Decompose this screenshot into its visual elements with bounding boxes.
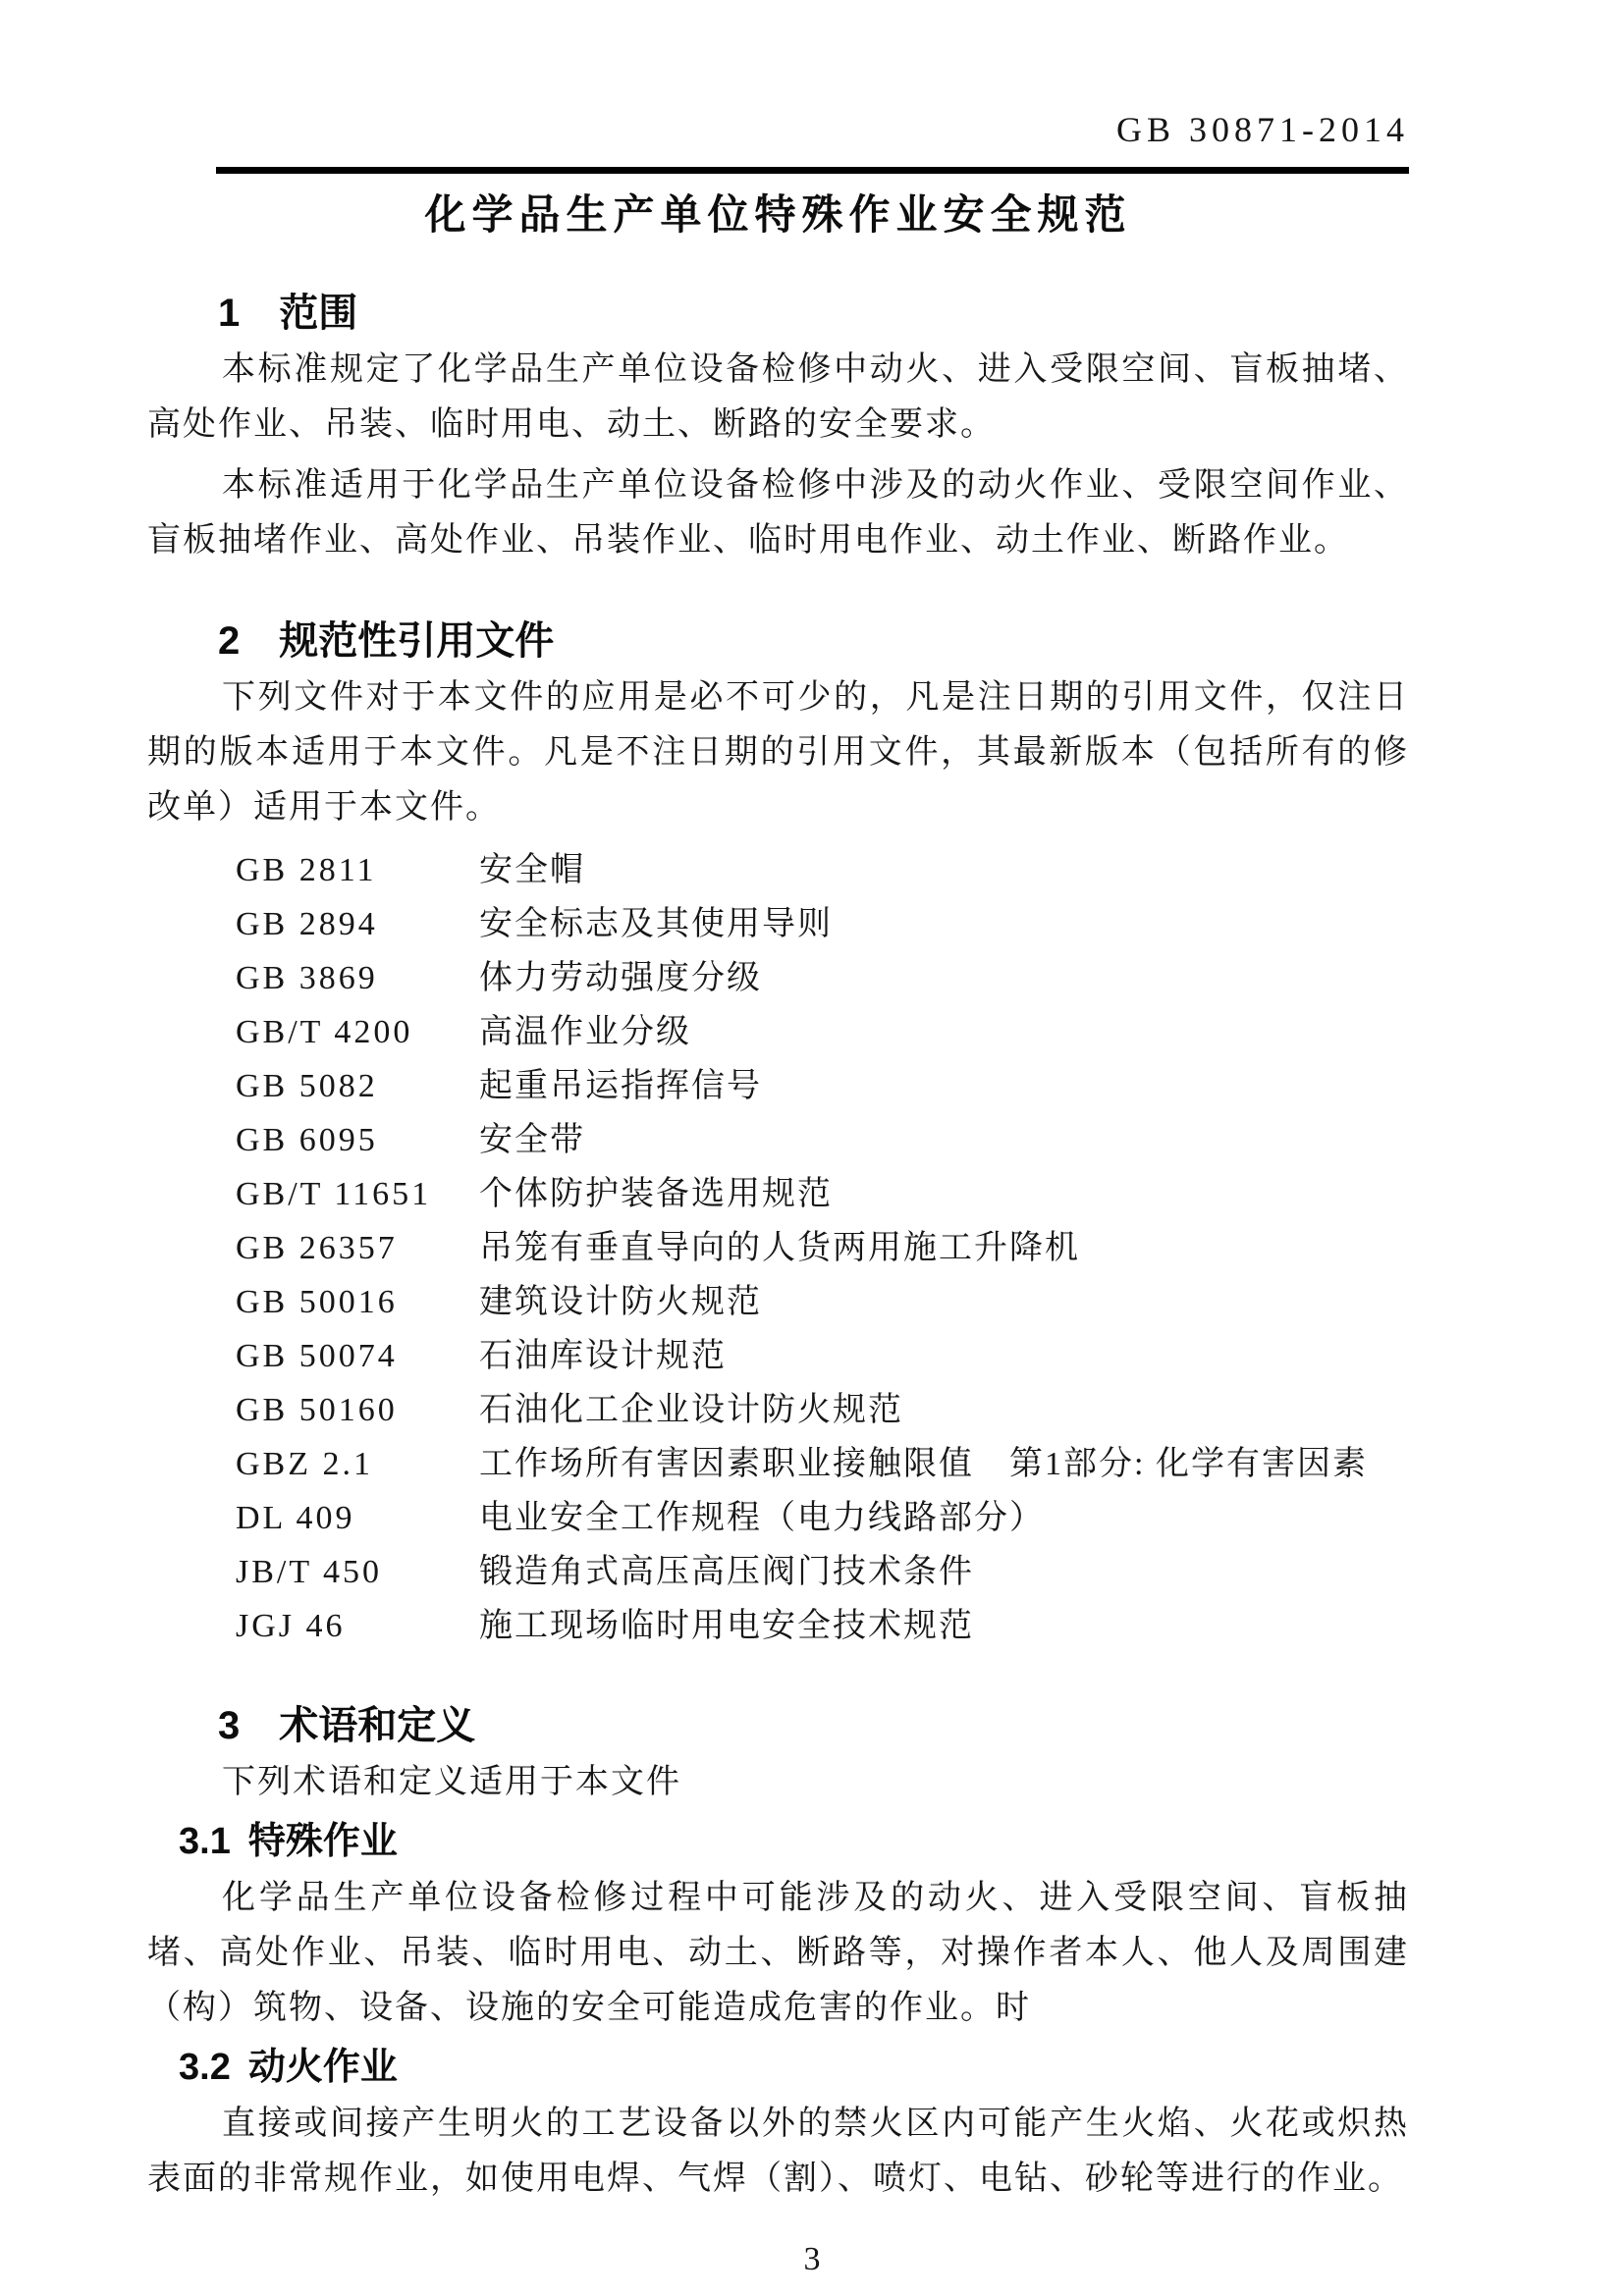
section-1-title: 范围 [279, 292, 358, 335]
reference-code: GB 2894 [236, 906, 378, 942]
section-1-heading [147, 290, 1409, 337]
reference-title: 体力劳动强度分级 [479, 960, 762, 996]
section-3-intro: 下列术语和定义适用于本文件 [222, 1764, 681, 1800]
section-2-intro: 下列文件对于本文件的应用是必不可少的，凡是注日期的引用文件，仅注日期的版本适用于本文件。凡是不注日期的引用文件，其最新版本（包括所有的修改单）适用于本文件。 [147, 679, 1409, 826]
reference-title: 锻造角式高压高压阀门技术条件 [479, 1554, 974, 1590]
section-1-paragraph-2: 本标准适用于化学品生产单位设备检修中涉及的动火作业、受限空间作业、盲板抽堵作业、高处作业、吊装作业、临时用电作业、动土作业、断路作业。 [147, 467, 1409, 559]
reference-code: GB 50074 [236, 1338, 398, 1374]
normative-reference-list [147, 843, 1409, 1653]
reference-item [147, 1275, 1409, 1329]
section-3-1-term: 特殊作业 [247, 1821, 398, 1862]
reference-title: 安全标志及其使用导则 [479, 906, 833, 942]
page-content [147, 0, 1409, 2207]
reference-item [147, 951, 1409, 1005]
reference-code: JB/T 450 [236, 1554, 383, 1590]
reference-title: 工作场所有害因素职业接触限值 第1部分: 化学有害因素 [479, 1446, 1368, 1482]
reference-item [147, 1329, 1409, 1383]
reference-code: GB 26357 [236, 1230, 398, 1266]
reference-code: GB 50160 [236, 1392, 398, 1428]
reference-code: GB 50016 [236, 1284, 398, 1320]
reference-item [147, 1005, 1409, 1059]
section-3-2-number: 3.2 [179, 2047, 231, 2088]
reference-code: GB/T 4200 [236, 1014, 413, 1050]
reference-item [147, 1383, 1409, 1437]
reference-title: 建筑设计防火规范 [479, 1284, 762, 1320]
reference-item [147, 1545, 1409, 1599]
section-1-paragraph-1: 本标准规定了化学品生产单位设备检修中动火、进入受限空间、盲板抽堵、高处作业、吊装、临时用电、动土、断路的安全要求。 [147, 351, 1409, 443]
section-2-title: 规范性引用文件 [279, 619, 555, 663]
reference-title: 吊笼有垂直导向的人货两用施工升降机 [479, 1230, 1080, 1266]
reference-code: GB 3869 [236, 960, 378, 996]
reference-title: 安全帽 [479, 852, 585, 888]
reference-item [147, 1599, 1409, 1653]
reference-code: GB/T 11651 [236, 1176, 432, 1212]
reference-item [147, 1221, 1409, 1275]
reference-code: GB 5082 [236, 1068, 378, 1104]
reference-title: 石油化工企业设计防火规范 [479, 1392, 903, 1428]
reference-code: GBZ 2.1 [236, 1446, 373, 1482]
section-2-number: 2 [218, 619, 241, 663]
reference-item [147, 1113, 1409, 1167]
section-3-1-heading [147, 1818, 1409, 1865]
section-2-heading [147, 617, 1409, 665]
reference-item [147, 897, 1409, 951]
page-number: 3 [803, 2241, 821, 2277]
reference-title: 个体防护装备选用规范 [479, 1176, 833, 1212]
reference-title: 起重吊运指挥信号 [479, 1068, 762, 1104]
standard-code: GB 30871-2014 [1116, 110, 1409, 149]
reference-code: DL 409 [236, 1500, 355, 1536]
reference-item [147, 843, 1409, 897]
section-3-1-definition: 化学品生产单位设备检修过程中可能涉及的动火、进入受限空间、盲板抽堵、高处作业、吊装、临时用电、动土、断路等，对操作者本人、他人及周围建（构）筑物、设备、设施的安全可能造成危害的作业。时 [147, 1880, 1409, 2026]
reference-item [147, 1491, 1409, 1545]
reference-code: GB 2811 [236, 852, 377, 888]
reference-code: JGJ 46 [236, 1608, 346, 1644]
section-3-2-heading [147, 2044, 1409, 2091]
section-3-title: 术语和定义 [279, 1704, 476, 1747]
reference-title: 高温作业分级 [479, 1014, 691, 1050]
document-title: 化学品生产单位特殊作业安全规范 [424, 191, 1132, 238]
reference-title: 石油库设计规范 [479, 1338, 727, 1374]
section-3-1-number: 3.1 [179, 1821, 231, 1862]
section-1-number: 1 [218, 292, 241, 335]
reference-item [147, 1167, 1409, 1221]
reference-title: 施工现场临时用电安全技术规范 [479, 1608, 974, 1644]
section-3-2-term: 动火作业 [247, 2047, 398, 2088]
reference-title: 安全带 [479, 1122, 585, 1158]
reference-title: 电业安全工作规程（电力线路部分） [479, 1500, 1045, 1536]
reference-item [147, 1437, 1409, 1491]
header-divider-rule [216, 167, 1409, 174]
section-3-number: 3 [218, 1704, 241, 1747]
reference-code: GB 6095 [236, 1122, 378, 1158]
section-3-heading [147, 1702, 1409, 1749]
section-3-2-definition: 直接或间接产生明火的工艺设备以外的禁火区内可能产生火焰、火花或炽热表面的非常规作业，如使用电焊、气焊（割）、喷灯、电钻、砂轮等进行的作业。 [147, 2106, 1409, 2197]
reference-item [147, 1059, 1409, 1113]
